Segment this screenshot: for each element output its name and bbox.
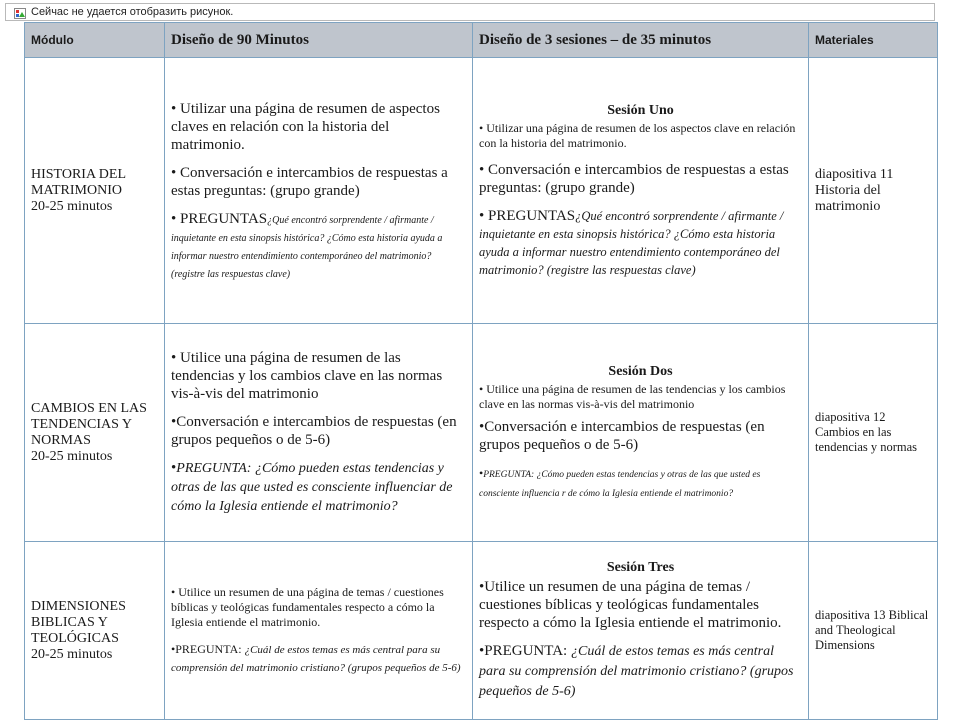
bullet-lead: • PREGUNTAS bbox=[171, 210, 268, 227]
module-title: DIMENSIONES BIBLICAS Y TEOLÓGICAS bbox=[31, 598, 126, 646]
bullet-lead: •PREGUNTA: bbox=[171, 642, 245, 656]
broken-image-placeholder bbox=[5, 3, 935, 21]
bullet-summary: • Utilice una página de resumen de las tendencias y los cambios clave en las normas vis-à-vis del matrimonio bbox=[479, 381, 786, 411]
bullet-conversation: • Conversación e intercambios de respuestas a estas preguntas: (grupo grande) bbox=[479, 161, 789, 196]
question-text: ¿Cuál de estos temas es más central para su comprensión del matrimonio cristiano? (grupos pequeños de 5-6) bbox=[479, 643, 794, 699]
session-title: Sesión Uno bbox=[607, 102, 674, 118]
module-cell bbox=[25, 324, 165, 542]
session-title: Sesión Dos bbox=[608, 363, 673, 379]
bullet-lead: •PREGUNTA: bbox=[479, 642, 571, 659]
table-row bbox=[25, 58, 938, 324]
header-modulo: Módulo bbox=[25, 23, 165, 58]
session-title: Sesión Tres bbox=[606, 559, 675, 575]
bullet-summary: •Utilice un resumen de una página de temas / cuestiones bíblicas y teológicas fundamentales respecto a cómo la Iglesia entiende el matrimonio. bbox=[479, 578, 782, 631]
design-35-cell bbox=[473, 542, 809, 720]
bullet-conversation: •Conversación e intercambios de respuestas (en grupos pequeños o de 5-6) bbox=[171, 414, 457, 448]
table-row bbox=[25, 324, 938, 542]
bullet-questions bbox=[479, 464, 802, 502]
module-cell bbox=[25, 542, 165, 720]
bullet-lead: • bbox=[479, 465, 484, 480]
bullet-summary: • Utilice una página de resumen de las tendencias y los cambios clave en las normas vis-à-vis del matrimonio bbox=[171, 350, 443, 402]
bullet-conversation: • Conversación e intercambios de respuestas a estas preguntas: (grupo grande) bbox=[171, 164, 448, 199]
bullet-lead: • bbox=[171, 460, 177, 476]
question-text: PREGUNTA: ¿Cómo pueden estas tendencias y otras de las que usted es consciente influencia r de cómo la Iglesia entiende el matrimonio? bbox=[479, 469, 761, 499]
question-text: ¿Qué encontró sorprendente / afirmante / inquietante en esta sinopsis histórica? ¿Cómo esta historia ayuda a informar nuestro entendimiento contemporáneo del matrimonio? (registre las respuestas clave) bbox=[171, 214, 443, 280]
question-text: ¿Qué encontró sorprendente / afirmante / inquietante en esta sinopsis histórica? ¿Cómo esta historia ayuda a informar nuestro entendimiento contemporáneo del matrimonio? (registre las respuestas clave) bbox=[479, 208, 784, 277]
design-35-cell bbox=[473, 324, 809, 542]
design-90-cell bbox=[165, 542, 473, 720]
question-text: ¿Cuál de estos temas es más central para su comprensión del matrimonio cristiano? (grupos pequeños de 5-6) bbox=[171, 644, 461, 674]
header-row bbox=[25, 23, 938, 58]
bullet-question bbox=[171, 640, 466, 676]
bullet-questions bbox=[171, 210, 466, 282]
bullet-summary: • Utilizar una página de resumen de aspectos claves en relación con la historia del matrimonio. bbox=[171, 100, 440, 153]
materials-cell: diapositiva 12 Cambios en las tendencias y normas bbox=[809, 324, 938, 542]
header-3-sessions-design: Diseño de 3 sesiones – de 35 minutos bbox=[473, 23, 809, 58]
broken-image-icon bbox=[14, 8, 26, 19]
module-title: CAMBIOS EN LAS TENDENCIAS Y NORMAS bbox=[31, 400, 147, 448]
bullet-summary: • Utilice un resumen de una página de temas / cuestiones bíblicas y teológicas fundamentales respecto a cómo la Iglesia entiende el matrimonio. bbox=[171, 585, 444, 629]
materials-cell: diapositiva 11 Historia del matrimonio bbox=[809, 58, 938, 324]
design-90-cell bbox=[165, 58, 473, 324]
design-35-cell bbox=[473, 58, 809, 324]
header-90-min-design: Diseño de 90 Minutos bbox=[165, 23, 473, 58]
session-design-table bbox=[24, 22, 938, 720]
bullet-question bbox=[479, 642, 802, 702]
materials-cell: diapositiva 13 Biblical and Theological Dimensions bbox=[809, 542, 938, 720]
header-materiales: Materiales bbox=[809, 23, 938, 58]
bullet-lead: • PREGUNTAS bbox=[479, 207, 576, 224]
question-text: PREGUNTA: ¿Cómo pueden estas tendencias y otras de las que usted es consciente influenciar de cómo la Iglesia entiende el matrimonio? bbox=[171, 461, 453, 514]
table-row bbox=[25, 542, 938, 720]
bullet-summary: • Utilizar una página de resumen de los aspectos clave en relación con la historia del matrimonio. bbox=[479, 120, 796, 150]
module-cell bbox=[25, 58, 165, 324]
bullet-questions bbox=[479, 207, 802, 279]
module-title: HISTORIA DEL MATRIMONIO bbox=[31, 166, 126, 198]
module-duration: 20-25 minutos bbox=[31, 448, 113, 464]
bullet-conversation: •Conversación e intercambios de respuestas (en grupos pequeños o de 5-6) bbox=[479, 418, 765, 453]
module-duration: 20-25 minutos bbox=[31, 198, 113, 214]
broken-image-message: Сейчас не удается отобразить рисунок. bbox=[31, 6, 234, 18]
bullet-questions bbox=[171, 459, 466, 516]
design-90-cell bbox=[165, 324, 473, 542]
module-duration: 20-25 minutos bbox=[31, 646, 113, 662]
